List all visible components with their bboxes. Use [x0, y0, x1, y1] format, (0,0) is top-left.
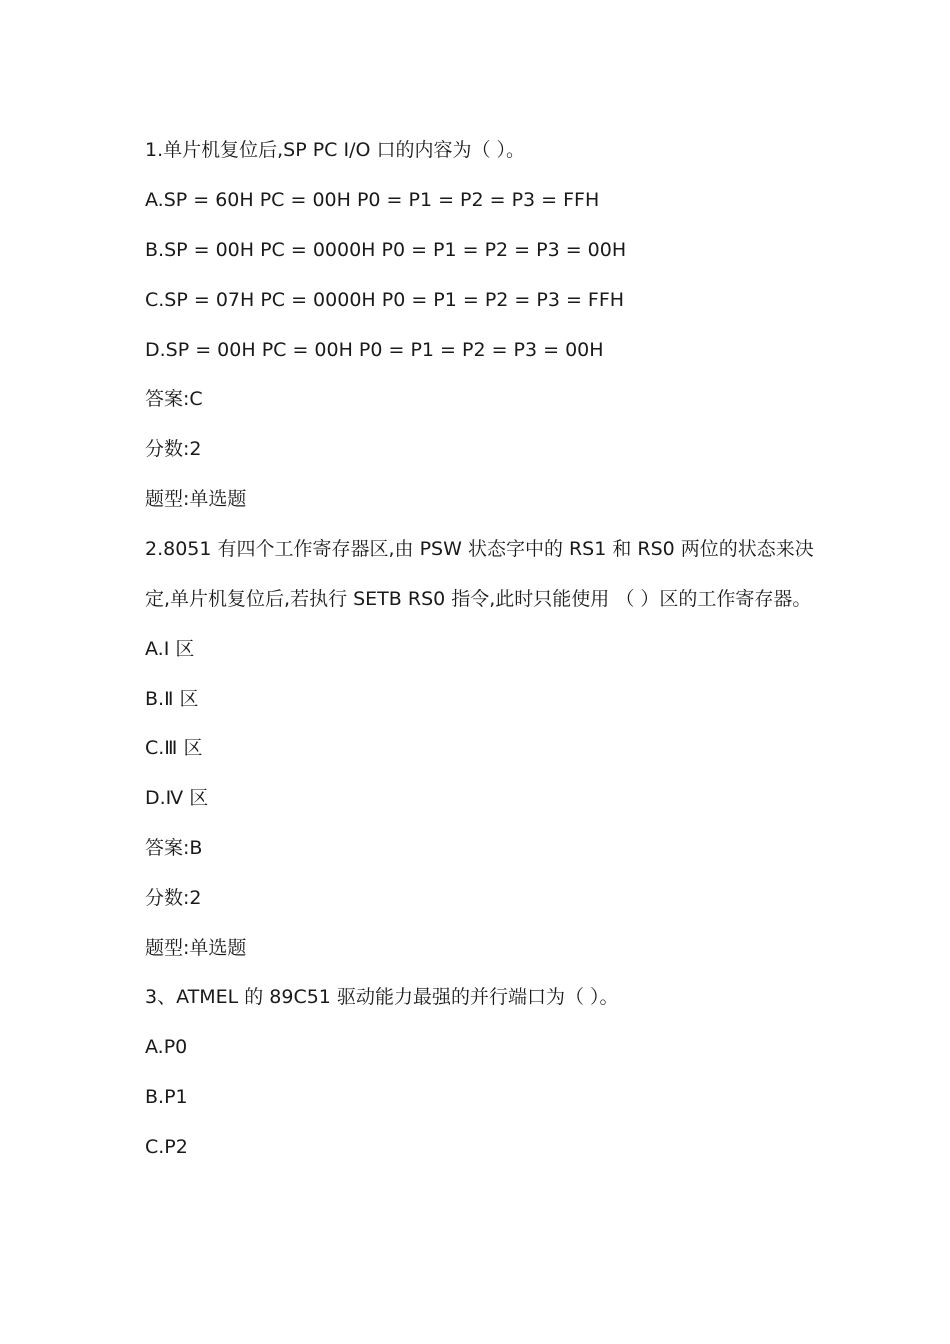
question-1-type: 题型:单选题 — [145, 488, 247, 510]
question-1-option-a: A.SP = 60H PC = 00H P0 = P1 = P2 = P3 = FFH — [145, 189, 600, 211]
question-3-option-c: C.P2 — [145, 1136, 188, 1158]
question-2-option-c: C.Ⅲ 区 — [145, 737, 203, 759]
question-2-option-b: B.Ⅱ 区 — [145, 688, 199, 710]
question-3-stem: 3、ATMEL 的 89C51 驱动能力最强的并行端口为（ ）。 — [145, 986, 619, 1008]
question-1-option-c: C.SP = 07H PC = 0000H P0 = P1 = P2 = P3 = FFH — [145, 289, 625, 311]
question-1-option-b: B.SP = 00H PC = 0000H P0 = P1 = P2 = P3 = 00H — [145, 239, 627, 261]
question-3-option-b: B.P1 — [145, 1086, 188, 1108]
question-2-stem-line-1: 2.8051 有四个工作寄存器区,由 PSW 状态字中的 RS1 和 RS0 两位的状态来决 — [145, 538, 814, 560]
question-2-score: 分数:2 — [145, 887, 202, 909]
question-1-stem: 1.单片机复位后,SP PC I/O 口的内容为（ ）。 — [145, 139, 526, 161]
question-2-option-a: A.Ⅰ 区 — [145, 638, 195, 660]
question-2-option-d: D.Ⅳ 区 — [145, 787, 209, 809]
question-1-option-d: D.SP = 00H PC = 00H P0 = P1 = P2 = P3 = 00H — [145, 339, 604, 361]
question-2-stem-line-2: 定,单片机复位后,若执行 SETB RS0 指令,此时只能使用 （ ）区的工作寄存器。 — [145, 588, 812, 610]
question-1-score: 分数:2 — [145, 438, 202, 460]
question-2-answer: 答案:B — [145, 837, 203, 859]
question-1-answer: 答案:C — [145, 388, 203, 410]
question-2-type: 题型:单选题 — [145, 937, 247, 959]
question-3-option-a: A.P0 — [145, 1036, 188, 1058]
